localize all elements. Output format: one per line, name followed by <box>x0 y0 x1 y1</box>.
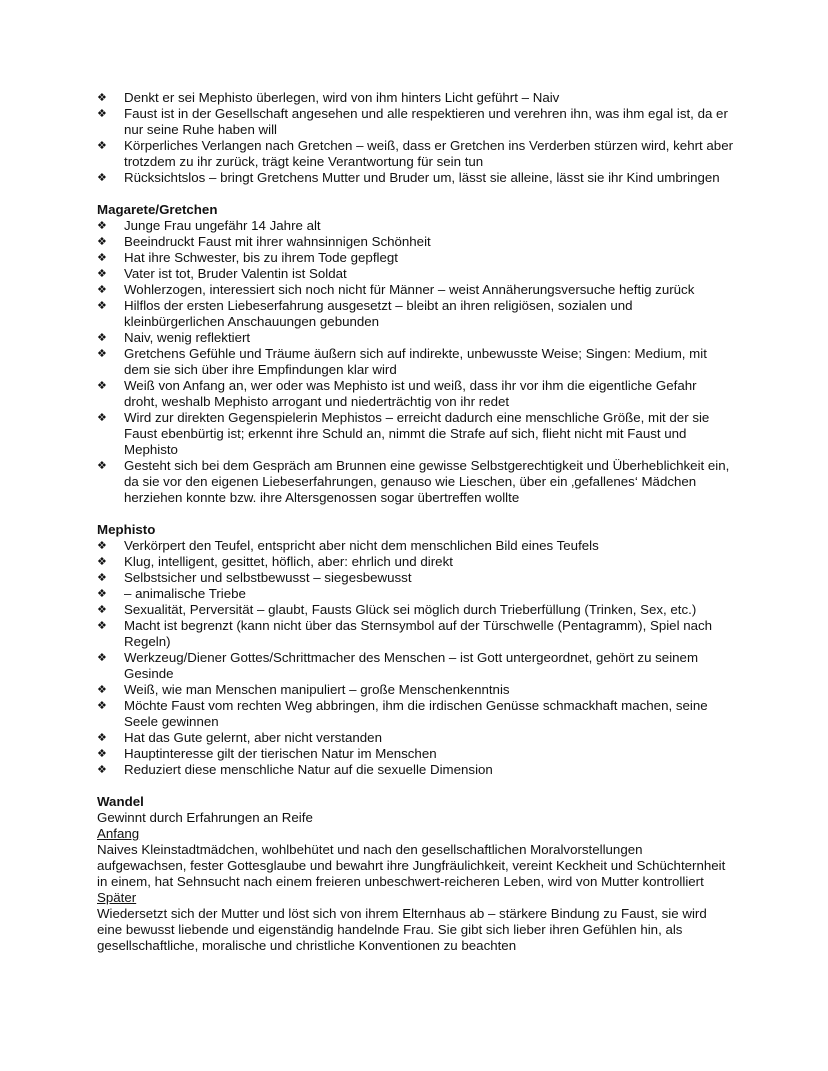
bullet-text: Macht ist begrenzt (kann nicht über das Sternsymbol auf der Türschwelle (Pentagramm), Spiel nach Regeln) <box>124 618 713 649</box>
bullet-diamond-icon: ❖ <box>97 700 107 712</box>
bullet-diamond-icon: ❖ <box>97 412 107 424</box>
bullet-text: Verkörpert den Teufel, entspricht aber nicht dem menschlichen Bild eines Teufels <box>124 538 599 553</box>
bullet-text: Hat das Gute gelernt, aber nicht verstanden <box>124 730 382 745</box>
bullet-text: Klug, intelligent, gesittet, höflich, aber: ehrlich und direkt <box>124 554 453 569</box>
bullet-item <box>97 234 734 250</box>
bullet-item <box>97 458 734 506</box>
subheading-underlined: Anfang <box>97 826 140 841</box>
bullet-item <box>97 730 734 746</box>
bullet-diamond-icon: ❖ <box>97 380 107 392</box>
bullet-item <box>97 698 734 730</box>
bullet-diamond-icon: ❖ <box>97 684 107 696</box>
bullet-item <box>97 682 734 698</box>
bullet-text: Gesteht sich bei dem Gespräch am Brunnen eine gewisse Selbstgerechtigkeit und Überheblichkeit ein, da sie vor den eigenen Liebeserfahrungen, genauso wie Lieschen, über ein ‚gefallenes‘ Mädchen herziehen konnte bzw. ihre Altersgenossen sogar übertreffen wollte <box>124 458 730 505</box>
bullet-item <box>97 282 734 298</box>
bullet-item <box>97 538 734 554</box>
bullet-item <box>97 378 734 410</box>
bullet-text: Weiß von Anfang an, wer oder was Mephisto ist und weiß, dass ihr vor ihm die eigentliche Gefahr droht, weshalb Mephisto arrogant und niederträchtig von ihr redet <box>124 378 697 409</box>
bullet-list <box>97 218 734 506</box>
bullet-text: Sexualität, Perversität – glaubt, Fausts Glück sei möglich durch Trieberfüllung (Trinken, Sex, etc.) <box>124 602 697 617</box>
bullet-item <box>97 570 734 586</box>
bullet-item <box>97 762 734 778</box>
bullet-item <box>97 346 734 378</box>
bullet-text: Hilflos der ersten Liebeserfahrung ausgesetzt – bleibt an ihren religiösen, sozialen und kleinbürgerlichen Anschauungen gebunden <box>124 298 633 329</box>
paragraph: Wiedersetzt sich der Mutter und löst sich von ihrem Elternhaus ab – stärkere Bindung zu Faust, sie wird eine bewusst liebende und eigenständig handelnde Frau. Sie gibt sich lieber ihren Gefühlen hin, als gesellschaftliche, moralische und christliche Konventionen zu beachten <box>97 906 707 953</box>
bullet-item <box>97 106 734 138</box>
document-content <box>97 90 734 954</box>
bullet-diamond-icon: ❖ <box>97 332 107 344</box>
bullet-diamond-icon: ❖ <box>97 252 107 264</box>
bullet-item <box>97 330 734 346</box>
bullet-text: Beeindruckt Faust mit ihrer wahnsinnigen Schönheit <box>124 234 431 249</box>
bullet-item <box>97 586 734 602</box>
paragraph: Gewinnt durch Erfahrungen an Reife <box>97 810 313 825</box>
bullet-text: – animalische Triebe <box>124 586 246 601</box>
bullet-diamond-icon: ❖ <box>97 172 107 184</box>
bullet-diamond-icon: ❖ <box>97 460 107 472</box>
paragraph: Naives Kleinstadtmädchen, wohlbehütet und nach den gesellschaftlichen Moralvorstellungen aufgewachsen, fester Gottesglaube und bewahrt ihre Jungfräulichkeit, vereint Keckheit und Schüchternheit in einem, hat Sehnsucht nach einem freieren unbeschwert-reicheren Leben, wird von Mutter kontrolliert <box>97 842 726 889</box>
section-faust-continuation <box>97 90 734 186</box>
bullet-item <box>97 618 734 650</box>
bullet-text: Denkt er sei Mephisto überlegen, wird von ihm hinters Licht geführt – Naiv <box>124 90 560 105</box>
section-magarete-gretchen <box>97 202 734 506</box>
bullet-diamond-icon: ❖ <box>97 556 107 568</box>
bullet-diamond-icon: ❖ <box>97 108 107 120</box>
bullet-list <box>97 90 734 186</box>
bullet-text: Vater ist tot, Bruder Valentin ist Soldat <box>124 266 347 281</box>
bullet-item <box>97 250 734 266</box>
bullet-item <box>97 410 734 458</box>
bullet-item <box>97 218 734 234</box>
bullet-text: Junge Frau ungefähr 14 Jahre alt <box>124 218 321 233</box>
bullet-text: Faust ist in der Gesellschaft angesehen und alle respektieren und verehren ihn, was ihm egal ist, da er nur seine Ruhe haben will <box>124 106 728 137</box>
bullet-diamond-icon: ❖ <box>97 604 107 616</box>
section-heading: Mephisto <box>97 522 156 537</box>
bullet-diamond-icon: ❖ <box>97 540 107 552</box>
bullet-text: Körperliches Verlangen nach Gretchen – weiß, dass er Gretchen ins Verderben stürzen wird, kehrt aber trotzdem zu ihr zurück, trägt keine Verantwortung für sein tun <box>124 138 734 169</box>
bullet-text: Naiv, wenig reflektiert <box>124 330 251 345</box>
bullet-text: Wird zur direkten Gegenspielerin Mephistos – erreicht dadurch eine menschliche Größe, mit der sie Faust ebenbürtig ist; erkennt ihre Schuld an, nimmt die Strafe auf sich, flieht nicht mit Faust und Mephisto <box>124 410 710 457</box>
bullet-text: Weiß, wie man Menschen manipuliert – große Menschenkenntnis <box>124 682 510 697</box>
bullet-diamond-icon: ❖ <box>97 300 107 312</box>
bullet-text: Hauptinteresse gilt der tierischen Natur im Menschen <box>124 746 437 761</box>
bullet-diamond-icon: ❖ <box>97 268 107 280</box>
bullet-item <box>97 746 734 762</box>
bullet-text: Werkzeug/Diener Gottes/Schrittmacher des Menschen – ist Gott untergeordnet, gehört zu seinem Gesinde <box>124 650 699 681</box>
bullet-item <box>97 90 734 106</box>
bullet-diamond-icon: ❖ <box>97 764 107 776</box>
bullet-item <box>97 138 734 170</box>
bullet-item <box>97 266 734 282</box>
bullet-text: Rücksichtslos – bringt Gretchens Mutter und Bruder um, lässt sie alleine, lässt sie ihr Kind umbringen <box>124 170 720 185</box>
bullet-diamond-icon: ❖ <box>97 620 107 632</box>
section-mephisto <box>97 522 734 778</box>
bullet-diamond-icon: ❖ <box>97 220 107 232</box>
bullet-item <box>97 298 734 330</box>
bullet-diamond-icon: ❖ <box>97 284 107 296</box>
bullet-text: Reduziert diese menschliche Natur auf die sexuelle Dimension <box>124 762 493 777</box>
bullet-list <box>97 538 734 778</box>
bullet-item <box>97 170 734 186</box>
bullet-diamond-icon: ❖ <box>97 572 107 584</box>
bullet-item <box>97 650 734 682</box>
bullet-diamond-icon: ❖ <box>97 92 107 104</box>
section-wandel <box>97 794 734 954</box>
bullet-diamond-icon: ❖ <box>97 748 107 760</box>
bullet-text: Möchte Faust vom rechten Weg abbringen, ihm die irdischen Genüsse schmackhaft machen, seine Seele gewinnen <box>124 698 708 729</box>
bullet-diamond-icon: ❖ <box>97 140 107 152</box>
subheading-underlined: Später <box>97 890 137 905</box>
section-heading: Wandel <box>97 794 144 809</box>
bullet-text: Gretchens Gefühle und Träume äußern sich auf indirekte, unbewusste Weise; Singen: Medium, mit dem sie sich über ihre Empfindungen klar wird <box>124 346 707 377</box>
bullet-text: Hat ihre Schwester, bis zu ihrem Tode gepflegt <box>124 250 398 265</box>
bullet-diamond-icon: ❖ <box>97 588 107 600</box>
bullet-diamond-icon: ❖ <box>97 348 107 360</box>
bullet-text: Selbstsicher und selbstbewusst – siegesbewusst <box>124 570 412 585</box>
bullet-text: Wohlerzogen, interessiert sich noch nicht für Männer – weist Annäherungsversuche heftig zurück <box>124 282 695 297</box>
section-heading: Magarete/Gretchen <box>97 202 218 217</box>
bullet-item <box>97 602 734 618</box>
bullet-diamond-icon: ❖ <box>97 732 107 744</box>
bullet-diamond-icon: ❖ <box>97 652 107 664</box>
bullet-item <box>97 554 734 570</box>
bullet-diamond-icon: ❖ <box>97 236 107 248</box>
